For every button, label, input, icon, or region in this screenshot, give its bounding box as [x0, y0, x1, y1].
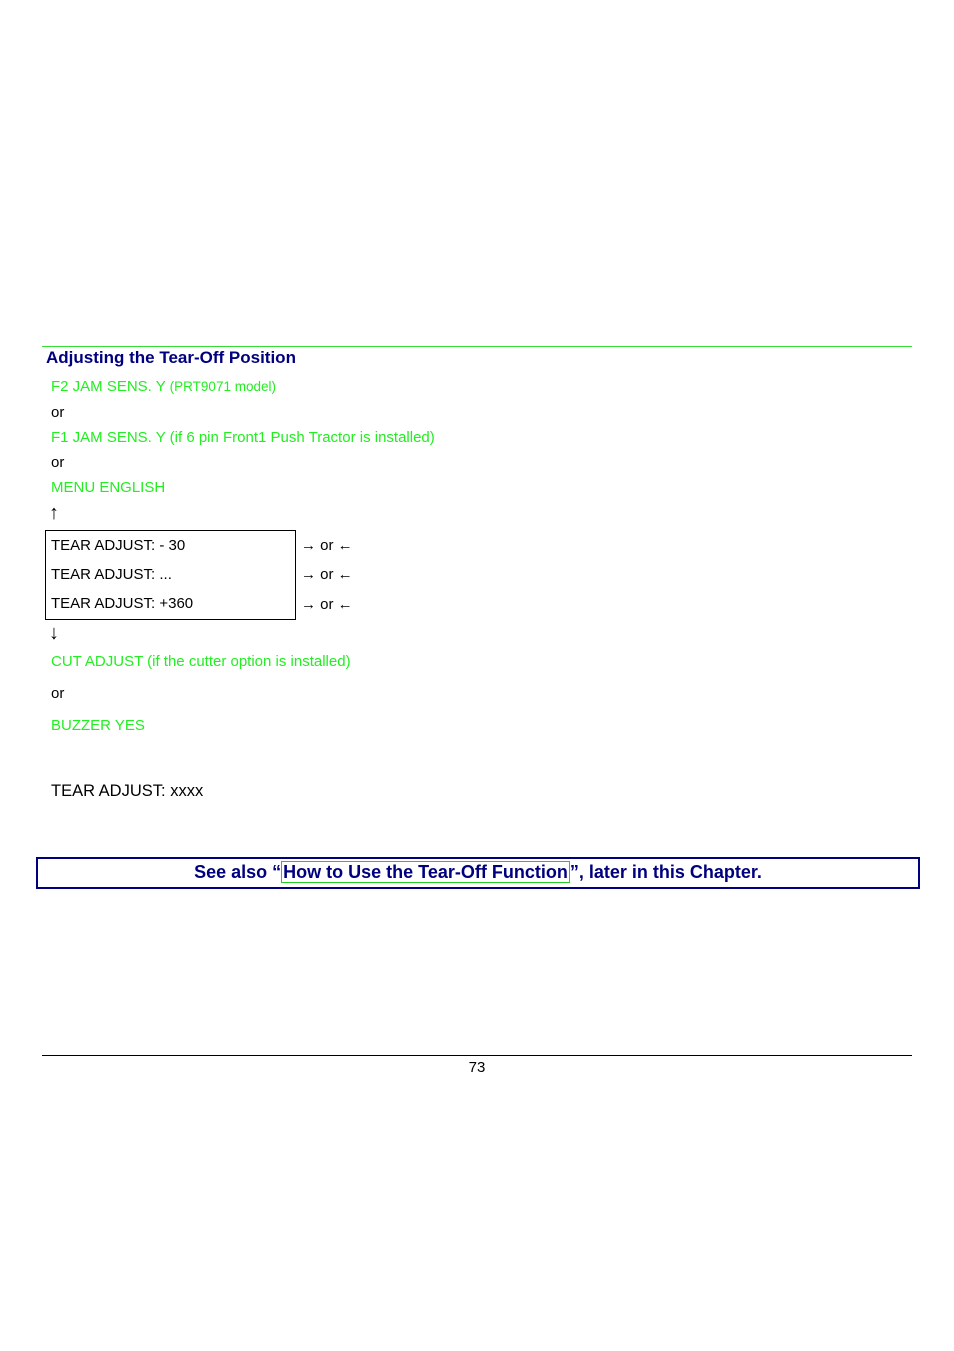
see-also-text [38, 862, 918, 883]
or-label-3: or [51, 685, 65, 702]
nav-hint-arrows-1: → or ← [301, 537, 353, 554]
section-heading: Adjusting the Tear-Off Position [46, 348, 296, 367]
menu-option-f2-note: (PRT9071 model) [169, 379, 276, 394]
nav-hint-arrows-2: → or ← [301, 566, 353, 583]
menu-option-buzzer-yes: BUZZER YES [51, 717, 145, 734]
down-arrow-icon: ↓ [49, 622, 59, 644]
tear-adjust-max-value: TEAR ADJUST: +360 [51, 595, 194, 612]
menu-option-f1-jam-sens: F1 JAM SENS. Y (if 6 pin Front1 Push Tractor is installed) [51, 429, 435, 446]
page-number: 73 [468, 1059, 486, 1076]
menu-option-menu-english: MENU ENGLISH [51, 479, 166, 496]
menu-option-cut-adjust: CUT ADJUST (if the cutter option is installed) [51, 653, 351, 670]
see-also-prefix: See also “ [194, 862, 282, 882]
up-arrow-icon: ↑ [49, 502, 59, 524]
tear-adjust-mid-value: TEAR ADJUST: ... [51, 566, 172, 583]
or-label-1: or [51, 404, 65, 421]
tear-adjust-summary: TEAR ADJUST: xxxx [51, 782, 204, 800]
footer-rule [42, 1055, 912, 1056]
top-rule [42, 346, 912, 347]
see-also-suffix: ”, later in this Chapter. [569, 862, 762, 882]
see-also-box [36, 857, 920, 889]
tear-off-function-link[interactable]: How to Use the Tear-Off Function [283, 862, 568, 882]
tear-adjust-min-value: TEAR ADJUST: - 30 [51, 537, 186, 554]
or-label-2: or [51, 454, 65, 471]
tear-adjust-values-box [45, 530, 296, 620]
menu-option-f2-label: F2 JAM SENS. Y [51, 378, 166, 395]
nav-hint-arrows-3: → or ← [301, 596, 353, 613]
menu-option-f2-jam-sens [51, 378, 276, 395]
